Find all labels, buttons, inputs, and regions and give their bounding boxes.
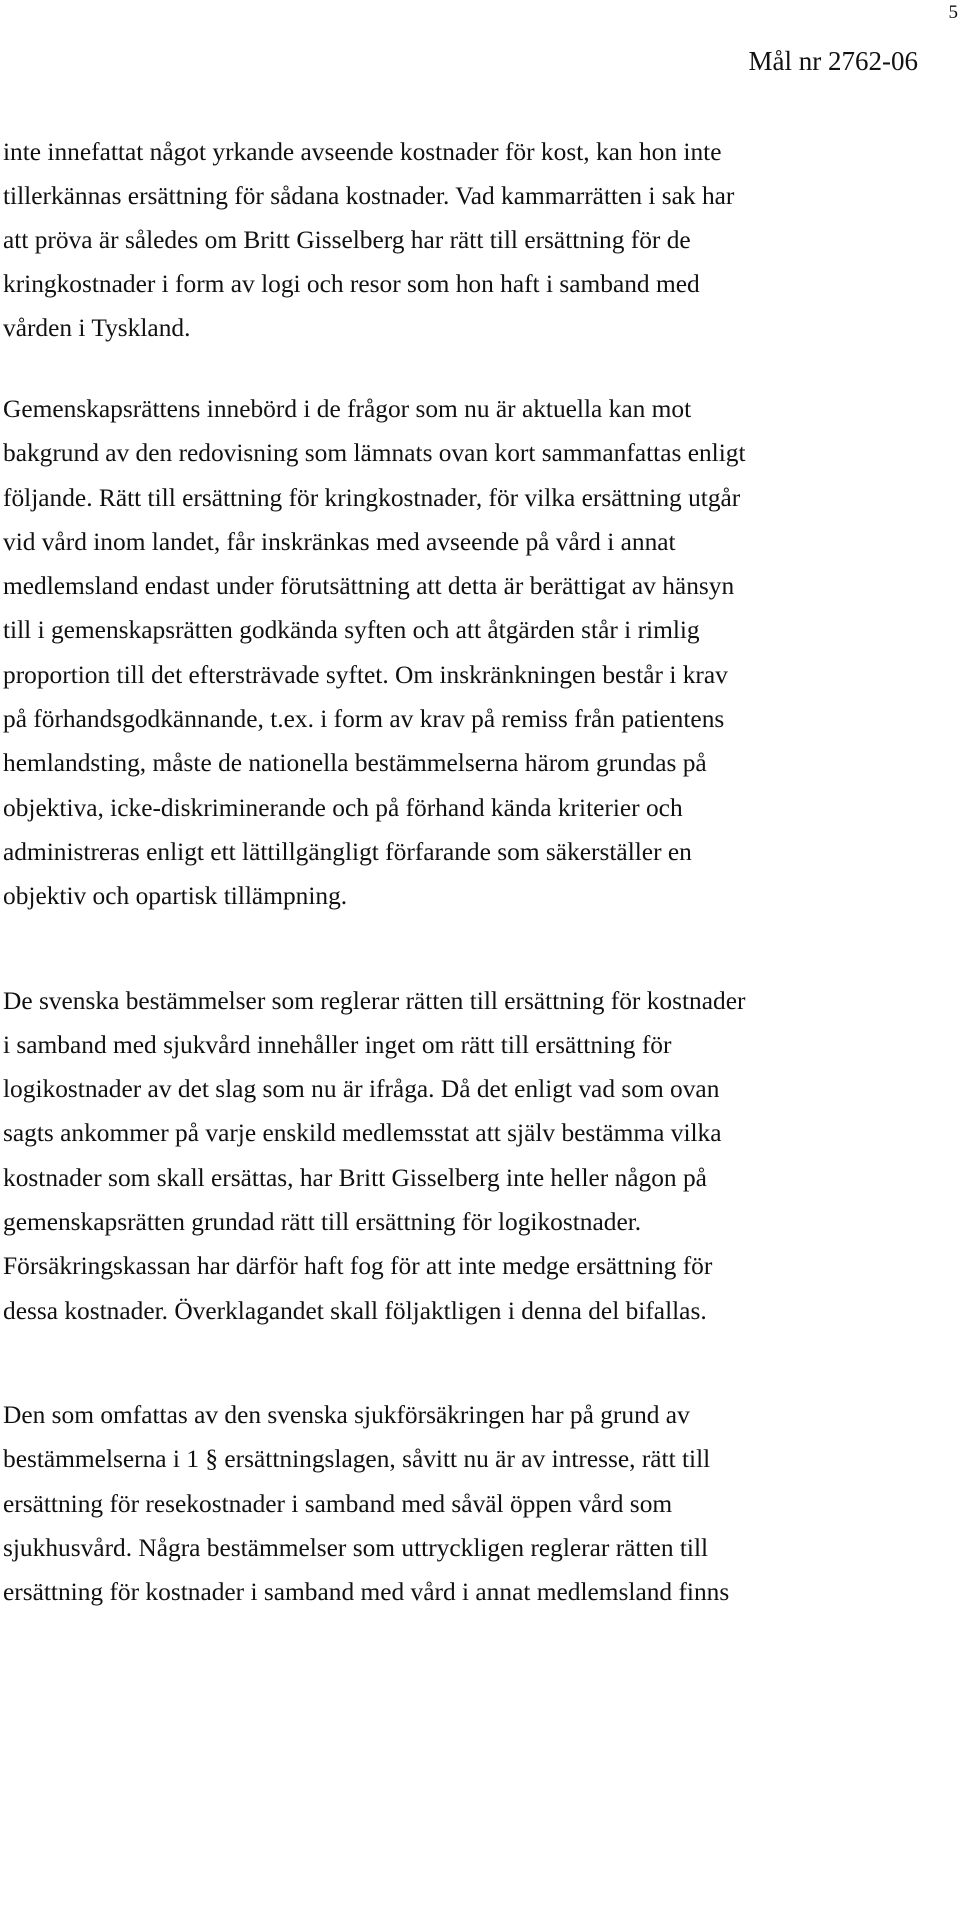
text-line: bestämmelserna i 1 § ersättningslagen, såvitt nu är av intresse, rätt till — [3, 1445, 711, 1474]
text-line: till i gemenskapsrätten godkända syften och att åtgärden står i rimlig — [3, 616, 700, 645]
page-number: 5 — [948, 2, 958, 23]
text-line: att pröva är således om Britt Gisselberg har rätt till ersättning för de — [3, 226, 691, 254]
text-line: proportion till det eftersträvade syftet. Om inskränkningen består i krav — [3, 660, 728, 689]
paragraph-2 — [3, 387, 923, 919]
text-line: medlemsland endast under förutsättning att detta är berättigat av hänsyn — [3, 572, 735, 601]
text-line: hemlandsting, måste de nationella bestämmelserna härom grundas på — [3, 749, 707, 778]
text-line: ersättning för kostnader i samband med vård i annat medlemsland finns — [3, 1578, 730, 1607]
text-line: tillerkännas ersättning för sådana kostnader. Vad kammarrätten i sak har — [3, 182, 735, 210]
paragraph-4 — [3, 1393, 923, 1614]
text-line: logikostnader av det slag som nu är ifråga. Då det enligt vad som ovan — [3, 1075, 720, 1104]
text-line: inte innefattat något yrkande avseende kostnader för kost, kan hon inte — [3, 138, 722, 166]
text-line: administreras enligt ett lättillgängligt förfarande som säkerställer en — [3, 837, 692, 866]
text-line: vården i Tyskland. — [3, 314, 191, 342]
text-line: De svenska bestämmelser som reglerar rätten till ersättning för kostnader — [3, 986, 746, 1015]
text-line: sjukhusvård. Några bestämmelser som uttryckligen reglerar rätten till — [3, 1533, 709, 1562]
paragraph-3 — [3, 979, 923, 1333]
text-line: dessa kostnader. Överklagandet skall följaktligen i denna del bifallas. — [3, 1296, 707, 1325]
case-number: Mål nr 2762-06 — [748, 46, 918, 76]
text-line: gemenskapsrätten grundad rätt till ersättning för logikostnader. — [3, 1208, 642, 1237]
paragraph-1 — [3, 130, 923, 350]
text-line: på förhandsgodkännande, t.ex. i form av krav på remiss från patientens — [3, 705, 725, 734]
text-line: objektiva, icke-diskriminerande och på förhand kända kriterier och — [3, 793, 683, 822]
text-line: kostnader som skall ersättas, har Britt Gisselberg inte heller någon på — [3, 1163, 707, 1192]
text-line: Gemenskapsrättens innebörd i de frågor som nu är aktuella kan mot — [3, 395, 692, 423]
text-line: objektiv och opartisk tillämpning. — [3, 882, 348, 911]
text-line: i samband med sjukvård innehåller inget om rätt till ersättning för — [3, 1030, 672, 1059]
text-line: vid vård inom landet, får inskränkas med avseende på vård i annat — [3, 527, 676, 556]
text-line: Försäkringskassan har därför haft fog för att inte medge ersättning för — [3, 1252, 713, 1281]
text-line: sagts ankommer på varje enskild medlemsstat att själv bestämma vilka — [3, 1119, 722, 1148]
document-body — [3, 130, 923, 1614]
text-line: kringkostnader i form av logi och resor som hon haft i samband med — [3, 270, 700, 298]
text-line: Den som omfattas av den svenska sjukförsäkringen har på grund av — [3, 1400, 690, 1429]
text-line: ersättning för resekostnader i samband med såväl öppen vård som — [3, 1489, 673, 1518]
text-line: bakgrund av den redovisning som lämnats ovan kort sammanfattas enligt — [3, 439, 746, 468]
text-line: följande. Rätt till ersättning för kringkostnader, för vilka ersättning utgår — [3, 483, 741, 512]
